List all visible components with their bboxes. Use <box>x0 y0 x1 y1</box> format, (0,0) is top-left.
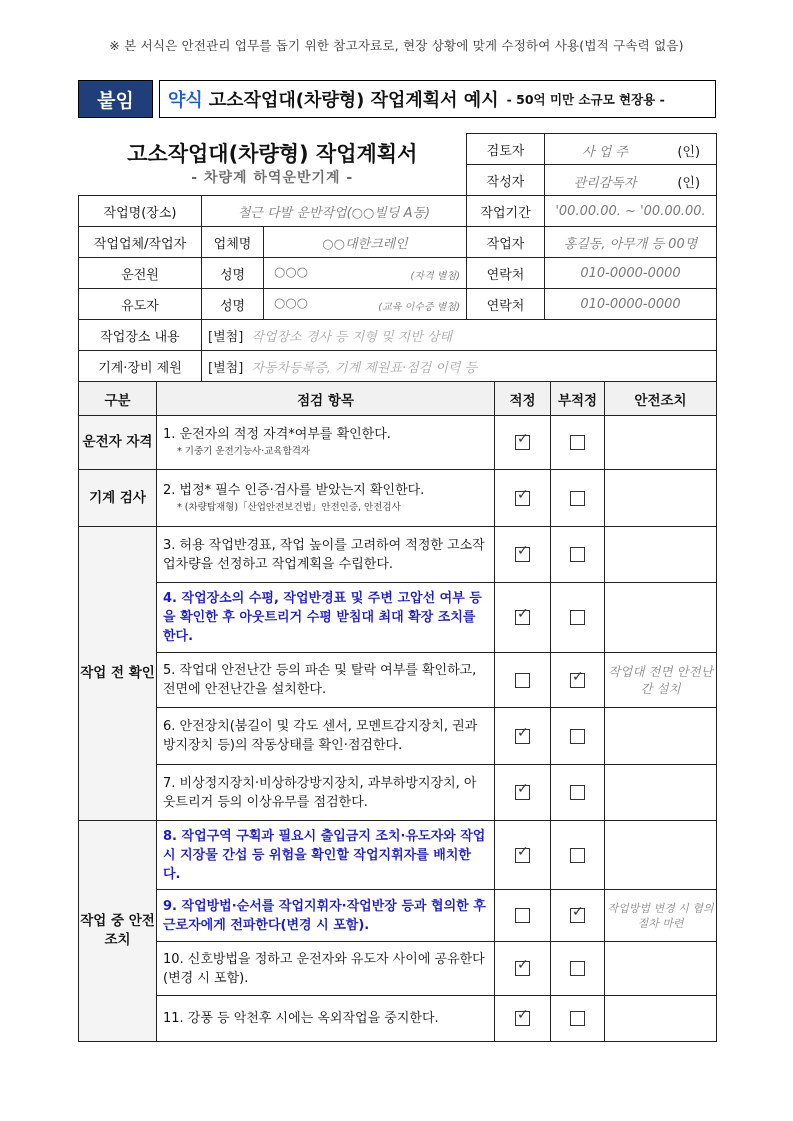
ok-cell-4[interactable] <box>495 583 551 653</box>
site-attach: [별첨] <box>208 329 244 345</box>
site-value-cell[interactable] <box>202 320 717 351</box>
table-row <box>79 470 717 527</box>
ng-cell-9[interactable] <box>551 890 605 942</box>
category-during-work: 작업 중 안전조치 <box>79 821 157 1042</box>
work-name-label: 작업명(장소) <box>79 196 202 227</box>
checkbox-checked-icon[interactable] <box>570 908 585 923</box>
equip-desc: 자동차등록증, 기계 제원표·점검 이력 등 <box>251 360 478 376</box>
check-item-1: 1. 운전자의 적정 자격*여부를 확인한다. * 기중기 운전기능사·교육합격자 <box>157 416 495 470</box>
check-item-9: 9. 작업방법·순서를 작업지휘자·작업반장 등과 협의한 후 근로자에게 전파한다(변경 시 포함). <box>157 890 495 942</box>
checkbox-checked-icon[interactable] <box>515 848 530 863</box>
measure-3[interactable] <box>605 527 717 583</box>
checkbox-empty-icon[interactable] <box>570 848 585 863</box>
operator-name-cell[interactable] <box>264 258 467 289</box>
title-box <box>159 80 716 118</box>
check-item-10: 10. 신호방법을 정하고 운전자와 유도자 사이에 공유한다(변경 시 포함). <box>157 942 495 996</box>
operator-note: (자격 별첨) <box>410 271 461 282</box>
checkbox-empty-icon[interactable] <box>570 1011 585 1026</box>
measure-8[interactable] <box>605 821 717 890</box>
checkbox-empty-icon[interactable] <box>570 729 585 744</box>
header-category: 구분 <box>79 382 157 416</box>
guide-contact[interactable]: 010-0000-0000 <box>545 289 717 320</box>
measure-4[interactable] <box>605 583 717 653</box>
header-ng: 부적정 <box>551 382 605 416</box>
check-item-5: 5. 작업대 안전난간 등의 파손 및 탈락 여부를 확인하고, 전면에 안전난간을 설치한다. <box>157 653 495 708</box>
checkbox-checked-icon[interactable] <box>515 1011 530 1026</box>
equip-value-cell[interactable] <box>202 351 717 382</box>
ng-cell-3[interactable] <box>551 527 605 583</box>
checkbox-checked-icon[interactable] <box>515 961 530 976</box>
operator-contact-label: 연락처 <box>467 258 545 289</box>
check-item-8: 8. 작업구역 구획과 필요시 출입금지 조치·유도자와 작업 시 지장물 간섭 등 위험을 확인할 작업지휘자를 배치한다. <box>157 821 495 890</box>
category-machine: 기계 검사 <box>79 470 157 527</box>
ng-cell-11[interactable] <box>551 996 605 1042</box>
ok-cell-1[interactable] <box>495 416 551 470</box>
measure-6[interactable] <box>605 708 717 765</box>
work-period-value[interactable]: '00.00.00. ~ '00.00.00. <box>545 196 717 227</box>
reviewer-sign-cell[interactable] <box>545 134 717 165</box>
guide-contact-label: 연락처 <box>467 289 545 320</box>
attachment-badge: 붙임 <box>78 80 153 118</box>
site-desc: 작업장소 경사 등 지형 및 지반 상태 <box>251 329 453 345</box>
checkbox-empty-icon[interactable] <box>515 673 530 688</box>
check-item-2-note: * (차량탑재형)「산업안전보건법」안전인증, 안전검사 <box>177 501 401 513</box>
operator-label: 운전원 <box>79 258 202 289</box>
reviewer-seal: (인) <box>677 145 701 160</box>
document-title: 고소작업대(차량형) 작업계획서 <box>127 142 418 167</box>
check-item-3: 3. 허용 작업반경표, 작업 높이를 고려하여 적정한 고소작업차량을 선정하고 작업계획을 수립한다. <box>157 527 495 583</box>
table-row <box>79 996 717 1042</box>
ng-cell-8[interactable] <box>551 821 605 890</box>
measure-9[interactable]: 작업방법 변경 시 협의절차 마련 <box>605 890 717 942</box>
checkbox-checked-icon[interactable] <box>515 547 530 562</box>
operator-name: ○○○ <box>274 265 309 280</box>
measure-7[interactable] <box>605 765 717 821</box>
table-row <box>79 653 717 708</box>
ok-cell-11[interactable] <box>495 996 551 1042</box>
ng-cell-6[interactable] <box>551 708 605 765</box>
table-row <box>79 890 717 942</box>
operator-name-label: 성명 <box>202 258 264 289</box>
title-main: 고소작업대(차량형) 작업계획서 예시 <box>208 90 499 111</box>
measure-10[interactable] <box>605 942 717 996</box>
checkbox-empty-icon[interactable] <box>570 961 585 976</box>
ok-cell-8[interactable] <box>495 821 551 890</box>
ng-cell-1[interactable] <box>551 416 605 470</box>
author-name: 관리감독자 <box>573 176 637 191</box>
ok-cell-6[interactable] <box>495 708 551 765</box>
table-row <box>79 708 717 765</box>
header-measure: 안전조치 <box>605 382 717 416</box>
title-sub: - 50억 미만 소규모 현장용 - <box>506 92 665 107</box>
guide-name-cell[interactable] <box>264 289 467 320</box>
checkbox-empty-icon[interactable] <box>570 785 585 800</box>
checkbox-checked-icon[interactable] <box>515 435 530 450</box>
ok-cell-10[interactable] <box>495 942 551 996</box>
reviewer-label: 검토자 <box>467 134 545 165</box>
work-name-value[interactable]: 철근 다발 운반작업(○○빌딩 A동) <box>202 196 467 227</box>
author-sign-cell[interactable] <box>545 165 717 196</box>
check-item-4: 4. 작업장소의 수평, 작업반경표 및 주변 고압선 여부 등을 확인한 후 아웃트리거 수평 받침대 최대 확장 조치를 한다. <box>157 583 495 653</box>
table-row <box>79 416 717 470</box>
measure-11[interactable] <box>605 996 717 1042</box>
checkbox-empty-icon[interactable] <box>570 610 585 625</box>
document-title-cell <box>79 134 467 196</box>
check-item-6: 6. 안전장치(붐길이 및 각도 센서, 모멘트감지장치, 권과방지장치 등)의 작동상태를 확인·점검한다. <box>157 708 495 765</box>
guide-note: (교육 이수증 별첨) <box>378 302 461 313</box>
checkbox-empty-icon[interactable] <box>570 547 585 562</box>
document-subtitle: - 차량계 하역운반기계 - <box>191 170 354 187</box>
check-item-1-note: * 기중기 운전기능사·교육합격자 <box>177 446 311 457</box>
worker-label: 작업자 <box>467 227 545 258</box>
table-row <box>79 765 717 821</box>
checkbox-checked-icon[interactable] <box>515 491 530 506</box>
check-item-2: 2. 법정* 필수 인증·검사를 받았는지 확인한다. * (차량탑재형)「산업안전보건법」안전인증, 안전검사 <box>157 470 495 527</box>
table-row <box>79 583 717 653</box>
work-period-label: 작업기간 <box>467 196 545 227</box>
measure-2[interactable] <box>605 470 717 527</box>
ng-cell-5[interactable] <box>551 653 605 708</box>
title-banner <box>78 80 716 118</box>
checkbox-checked-icon[interactable] <box>515 610 530 625</box>
company-value[interactable]: ○○대한크레인 <box>264 227 467 258</box>
ok-cell-2[interactable] <box>495 470 551 527</box>
checkbox-checked-icon[interactable] <box>515 785 530 800</box>
checkbox-empty-icon[interactable] <box>515 908 530 923</box>
company-label: 작업업체/작업자 <box>79 227 202 258</box>
table-row <box>79 942 717 996</box>
header-ok: 적정 <box>495 382 551 416</box>
disclaimer-notice: ※ 본 서식은 안전관리 업무를 돕기 위한 참고자료로, 현장 상황에 맞게 수정하여 사용(법적 구속력 없음) <box>109 38 684 53</box>
ok-cell-9[interactable] <box>495 890 551 942</box>
guide-label: 유도자 <box>79 289 202 320</box>
ok-cell-7[interactable] <box>495 765 551 821</box>
company-sub-label: 업체명 <box>202 227 264 258</box>
ok-cell-5[interactable] <box>495 653 551 708</box>
guide-name: ○○○ <box>274 296 309 311</box>
title-prefix: 약식 <box>168 90 203 111</box>
author-label: 작성자 <box>467 165 545 196</box>
table-row <box>79 821 717 890</box>
table-row <box>79 527 717 583</box>
worker-value[interactable]: 홍길동, 아무개 등 00명 <box>545 227 717 258</box>
category-pre-work: 작업 전 확인 <box>79 527 157 821</box>
ok-cell-3[interactable] <box>495 527 551 583</box>
category-operator: 운전자 자격 <box>79 416 157 470</box>
checklist-header-row <box>79 382 717 416</box>
checkbox-checked-icon[interactable] <box>570 673 585 688</box>
ng-cell-10[interactable] <box>551 942 605 996</box>
reviewer-name: 사 업 주 <box>582 145 628 160</box>
plan-info-table <box>78 133 717 382</box>
inspection-checklist-table <box>78 381 717 1042</box>
checkbox-empty-icon[interactable] <box>570 491 585 506</box>
check-item-11: 11. 강풍 등 악천후 시에는 옥외작업을 중지한다. <box>157 996 495 1042</box>
measure-5[interactable]: 작업대 전면 안전난간 설치 <box>605 653 717 708</box>
ng-cell-7[interactable] <box>551 765 605 821</box>
ng-cell-2[interactable] <box>551 470 605 527</box>
check-item-7: 7. 비상정지장치·비상하강방지장치, 과부하방지장치, 아웃트리거 등의 이상유무를 점검한다. <box>157 765 495 821</box>
equip-attach: [별첨] <box>208 360 244 376</box>
header-item: 점검 항목 <box>157 382 495 416</box>
site-label: 작업장소 내용 <box>79 320 202 351</box>
operator-contact[interactable]: 010-0000-0000 <box>545 258 717 289</box>
guide-name-label: 성명 <box>202 289 264 320</box>
author-seal: (인) <box>677 176 701 191</box>
ng-cell-4[interactable] <box>551 583 605 653</box>
checkbox-empty-icon[interactable] <box>570 435 585 450</box>
measure-1[interactable] <box>605 416 717 470</box>
checkbox-checked-icon[interactable] <box>515 729 530 744</box>
equip-label: 기계·장비 제원 <box>79 351 202 382</box>
